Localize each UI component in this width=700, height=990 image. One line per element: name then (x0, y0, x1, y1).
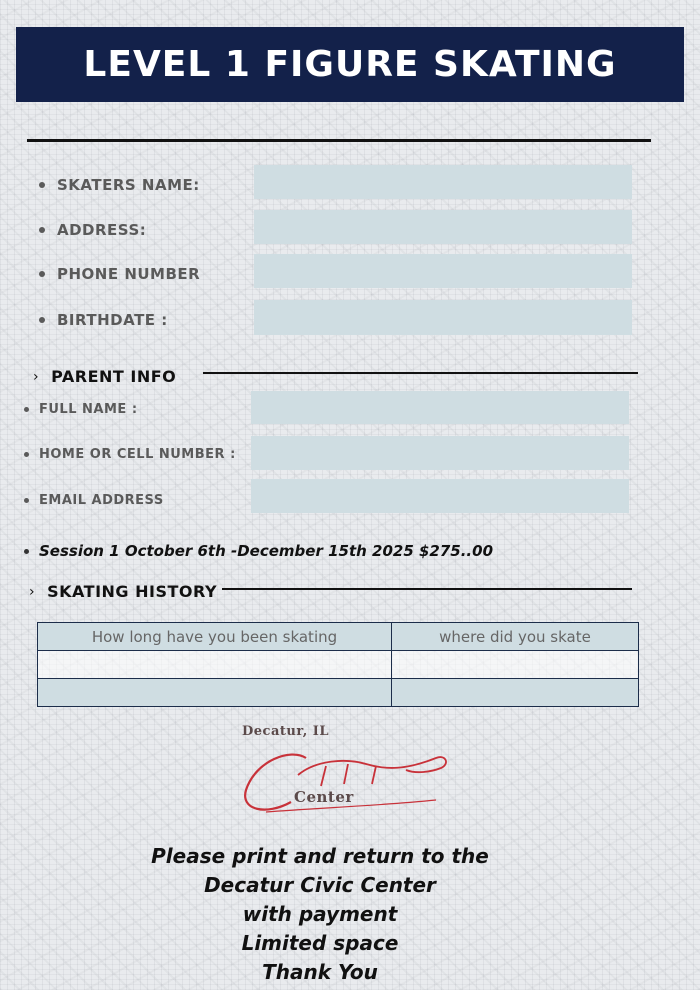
skating-history-table (37, 622, 639, 707)
header-banner (16, 27, 684, 102)
bullet-icon (39, 227, 45, 233)
home-or-cell-number-field[interactable] (251, 436, 629, 470)
closing-line: Limited space (241, 931, 399, 955)
email-address-field[interactable] (251, 479, 629, 513)
parent-info-divider (203, 372, 638, 374)
table-row (38, 651, 639, 679)
table-row (38, 679, 639, 707)
bullet-icon (24, 549, 29, 554)
skaters-name-field[interactable] (254, 165, 632, 199)
logo-bottom-text: Center (294, 788, 354, 806)
address-field[interactable] (254, 210, 632, 244)
table-cell-where-skated[interactable] (392, 651, 639, 679)
skating-history-heading (29, 582, 217, 601)
chevron-right-icon: › (29, 583, 36, 600)
bullet-icon (39, 317, 45, 323)
page-title: LEVEL 1 FIGURE SKATING (83, 44, 617, 85)
closing-message (100, 842, 540, 987)
logo-top-text: Decatur, IL (242, 724, 330, 739)
phone-number-label (39, 265, 200, 283)
address-label (39, 221, 146, 239)
email-address-label (24, 493, 164, 508)
session-info-text: Session 1 October 6th -December 15th 2025 $275..00 (39, 542, 494, 560)
email-address-label-text: EMAIL ADDRESS (39, 493, 164, 508)
table-cell-where-skated[interactable] (392, 679, 639, 707)
full-name-field[interactable] (251, 391, 629, 424)
closing-line: Decatur Civic Center (204, 873, 436, 897)
closing-line: Please print and return to the (151, 844, 489, 868)
parent-info-heading-text: PARENT INFO (51, 367, 177, 386)
skating-history-divider (222, 588, 632, 590)
table-cell-how-long[interactable] (38, 651, 392, 679)
birthdate-label-text: BIRTHDATE : (57, 311, 168, 329)
skaters-name-label-text: SKATERS NAME: (57, 176, 200, 194)
closing-line: Thank You (262, 960, 378, 984)
chevron-right-icon: › (33, 368, 40, 385)
parent-info-heading (33, 367, 176, 386)
full-name-label-text: FULL NAME : (39, 402, 138, 417)
bullet-icon (24, 452, 29, 457)
session-info (24, 542, 493, 560)
civic-center-logo (236, 720, 456, 820)
table-cell-how-long[interactable] (38, 679, 392, 707)
phone-number-field[interactable] (254, 254, 632, 288)
bullet-icon (39, 271, 45, 277)
bullet-icon (24, 498, 29, 503)
skaters-name-label (39, 176, 200, 194)
phone-number-label-text: PHONE NUMBER (57, 265, 201, 283)
closing-line: with payment (242, 902, 398, 926)
home-or-cell-number-label (24, 447, 236, 462)
birthdate-label (39, 311, 168, 329)
column-header-where-skated: where did you skate (392, 623, 639, 651)
bullet-icon (24, 407, 29, 412)
home-or-cell-number-label-text: HOME OR CELL NUMBER : (39, 447, 236, 462)
table-header-row (38, 623, 639, 651)
bullet-icon (39, 182, 45, 188)
birthdate-field[interactable] (254, 300, 632, 335)
full-name-label (24, 402, 138, 417)
skating-history-heading-text: SKATING HISTORY (47, 582, 218, 601)
column-header-how-long: How long have you been skating (38, 623, 392, 651)
address-label-text: ADDRESS: (57, 221, 147, 239)
header-divider (27, 139, 651, 142)
